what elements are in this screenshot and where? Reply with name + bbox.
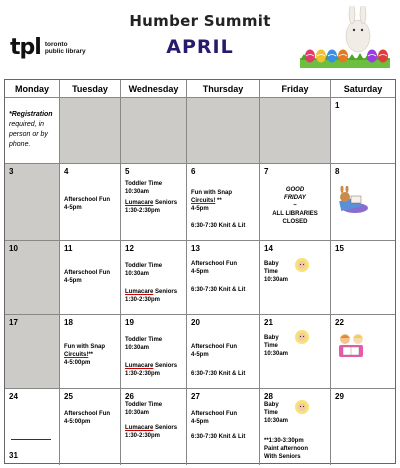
weekday-wednesday: Wednesday — [121, 80, 187, 98]
event-afterschool-fun: Afterschool Fun 4-5pm — [64, 270, 110, 284]
day-number: 1 — [335, 101, 340, 110]
day-number: 4 — [64, 167, 69, 176]
day-number: 3 — [9, 167, 14, 176]
day-number: 27 — [191, 392, 200, 401]
logo-mark: tpl — [10, 35, 41, 60]
day-cell-13 — [187, 241, 260, 315]
week-5-row — [5, 389, 395, 465]
day-number: 17 — [9, 318, 18, 327]
event-baby-time: Baby Time 10:30am — [264, 261, 289, 283]
logo-line-2: public library — [44, 47, 86, 55]
day-number: 29 — [335, 392, 344, 401]
page-header — [0, 0, 400, 78]
event-knit-and-lit: 6:30-7:30 Knit & Lit — [191, 223, 246, 229]
day-number: 31 — [9, 451, 18, 460]
day-cell-18 — [60, 315, 121, 389]
date-divider — [11, 439, 51, 440]
weekday-friday: Friday — [260, 80, 331, 98]
week-1-row — [5, 98, 395, 164]
day-cell-14 — [260, 241, 331, 315]
day-number: 18 — [64, 318, 73, 327]
day-cell-empty — [60, 98, 121, 164]
baby-clipart-icon — [294, 257, 310, 273]
day-cell-empty — [260, 98, 331, 164]
event-knit-and-lit: 6:30-7:30 Knit & Lit — [191, 434, 246, 440]
day-cell-11 — [60, 241, 121, 315]
day-number: 7 — [264, 167, 269, 176]
day-number: 25 — [64, 392, 73, 401]
event-baby-time: Baby Time 10:30am — [264, 335, 289, 357]
event-afterschool-fun: Afterschool Fun 4-5pm — [191, 261, 237, 275]
weekday-monday: Monday — [5, 80, 60, 98]
april-calendar — [4, 79, 396, 464]
day-cell-empty — [187, 98, 260, 164]
event-afterschool-fun: Afterschool Fun 4-5:00pm — [64, 411, 110, 425]
day-cell-empty — [121, 98, 187, 164]
week-3-row — [5, 241, 395, 315]
day-number: 13 — [191, 244, 200, 253]
logo-line-1: toronto — [44, 40, 68, 48]
event-toddler-time: Toddler Time 10:30am — [125, 402, 163, 416]
event-knit-and-lit: 6:30-7:30 Knit & Lit — [191, 371, 246, 377]
day-cell-21 — [260, 315, 331, 389]
event-snap-circuits: Fun with Snap Circuits! ** 4-5pm — [191, 190, 232, 212]
day-number: 10 — [9, 244, 18, 253]
weekday-saturday: Saturday — [331, 80, 395, 98]
week-4-row — [5, 315, 395, 389]
day-number: 11 — [64, 244, 73, 253]
event-afterschool-fun: Afterschool Fun 4-5pm — [191, 344, 237, 358]
day-cell-15 — [331, 241, 395, 315]
registration-note: *Registration required, in person or by phone. — [9, 111, 53, 148]
day-cell-5 — [121, 164, 187, 241]
event-lumacare-seniors: Lumacare Seniors 1:30-2:30pm — [125, 425, 178, 439]
day-cell-6 — [187, 164, 260, 241]
day-cell-1 — [331, 98, 395, 164]
event-toddler-time: Toddler Time 10:30am — [125, 263, 163, 277]
registration-note-cell — [5, 98, 60, 164]
event-paint-afternoon-seniors: **1:30-3:30pm Paint afternoon With Seniors — [264, 438, 309, 460]
month-title: APRIL — [166, 36, 234, 58]
day-cell-7 — [260, 164, 331, 241]
day-number: 14 — [264, 244, 273, 253]
good-friday-closed-notice: GOOD FRIDAY ~ ALL LIBRARIES CLOSED — [272, 187, 318, 225]
day-cell-20 — [187, 315, 260, 389]
day-cell-4 — [60, 164, 121, 241]
tpl-logo — [10, 35, 86, 60]
baby-clipart-icon — [294, 329, 310, 345]
day-number: 26 — [125, 392, 134, 401]
day-cell-24-31 — [5, 389, 60, 465]
event-snap-circuits: Fun with Snap Circuits!** 4-5:00pm — [64, 344, 105, 366]
day-cell-26 — [121, 389, 187, 465]
day-cell-19 — [121, 315, 187, 389]
day-cell-22 — [331, 315, 395, 389]
branch-title: Humber Summit — [129, 12, 271, 30]
event-baby-time: Baby Time 10:30am — [264, 402, 289, 424]
day-number: 6 — [191, 167, 196, 176]
event-knit-and-lit: 6:30-7:30 Knit & Lit — [191, 287, 246, 293]
day-number: 5 — [125, 167, 130, 176]
event-lumacare-seniors: Lumacare Seniors 1:30-2:30pm — [125, 200, 178, 214]
weekday-header-row — [5, 80, 395, 98]
event-lumacare-seniors: Lumacare Seniors 1:30-2:30pm — [125, 363, 178, 377]
event-toddler-time: Toddler Time 10:30am — [125, 337, 163, 351]
day-cell-28 — [260, 389, 331, 465]
title-block — [120, 12, 280, 58]
day-cell-3 — [5, 164, 60, 241]
day-number: 21 — [264, 318, 273, 327]
day-cell-27 — [187, 389, 260, 465]
day-cell-17 — [5, 315, 60, 389]
kids-reading-clipart-icon — [335, 331, 367, 361]
day-cell-12 — [121, 241, 187, 315]
day-number: 15 — [335, 244, 344, 253]
event-afterschool-fun: Afterschool Fun 4-5pm — [191, 411, 237, 425]
week-2-row — [5, 164, 395, 241]
day-number: 24 — [9, 392, 18, 401]
event-lumacare-seniors: Lumacare Seniors 1:30-2:30pm — [125, 289, 178, 303]
weekday-thursday: Thursday — [187, 80, 260, 98]
reading-bunny-clipart-icon — [335, 186, 369, 214]
day-number: 8 — [335, 167, 340, 176]
day-cell-8 — [331, 164, 395, 241]
event-toddler-time: Toddler Time 10:30am — [125, 181, 163, 195]
day-number: 28 — [264, 392, 273, 401]
day-cell-10 — [5, 241, 60, 315]
day-number: 19 — [125, 318, 134, 327]
easter-bunny-eggs-image — [300, 6, 390, 70]
day-number: 22 — [335, 318, 344, 327]
day-number: 12 — [125, 244, 134, 253]
event-afterschool-fun: Afterschool Fun 4-5pm — [64, 197, 110, 211]
day-number: 20 — [191, 318, 200, 327]
day-cell-29 — [331, 389, 395, 465]
baby-clipart-icon — [294, 399, 310, 415]
weekday-tuesday: Tuesday — [60, 80, 121, 98]
day-cell-25 — [60, 389, 121, 465]
logo-text — [45, 41, 86, 55]
